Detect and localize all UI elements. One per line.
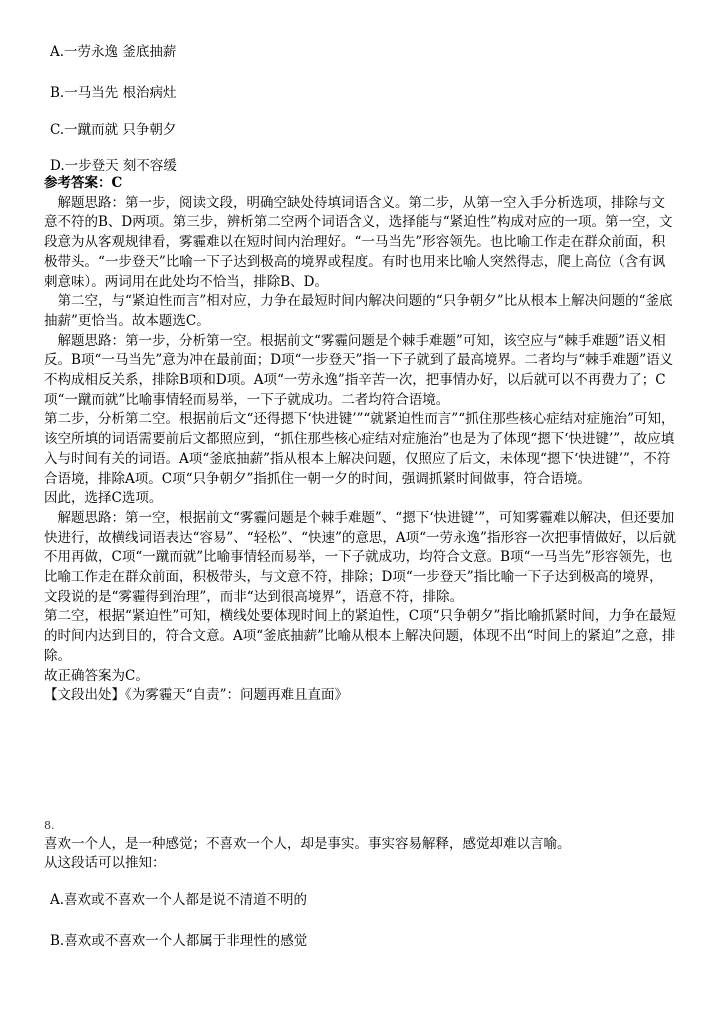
explanation-paragraph: 第二空，根据“紧迫性”可知，横线处要体现时间上的紧迫性，C项“只争朝夕”指比喻抓紧时间，力争在最短的时间内达到目的，符合文意。A项“釜底抽薪”比喻从根本上解决问题，体现不出“时间上的紧迫”之意，排除。 (44, 608, 676, 664)
explanation-block (44, 174, 676, 706)
q8-option-b: B.喜欢或不喜欢一个人都属于非理性的感觉 (50, 933, 308, 949)
explanation-paragraph: 解题思路：第一步，分析第一空。根据前文“雾霾问题是个棘手难题”可知，该空应与“棘手难题”语义相反。B项“一马当先”意为冲在最前面；D项“一步登天”指一下子就到了最高境界。二者均与“棘手难题”语义不构成相反关系，排除B项和D项。A项“一劳永逸”指辛苦一次，把事情办好，以后就可以不再费力了；C项“一蹴而就”比喻事情轻而易举，一下子就成功。二者均符合语境。 (44, 332, 674, 408)
question-8 (44, 816, 676, 873)
answer-line (44, 174, 676, 194)
option-b: B.一马当先 根治病灶 (50, 85, 177, 101)
explanation-paragraph: 第二步，分析第二空。根据前后文“还得摁下‘快进键’”“就紧迫性而言”“抓住那些核心症结对症施治”可知，该空所填的词语需要前后文都照应到，“抓住那些核心症结对症施治”也是为了体现“摁下‘快进键’”，故应填入与时间有关的词语。A项“釜底抽薪”指从根本上解决问题，仅照应了后文，未体现“摁下‘快进键’”，不符合语境，排除A项。C项“只争朝夕”指抓住一朝一夕的时间，强调抓紧时间做事，符合语境。 (44, 411, 675, 487)
answer-value: C (111, 175, 123, 191)
explanation-paragraph: 第二空，与“紧迫性而言”相对应，力争在最短时间内解决问题的“只争朝夕”比从根本上解决问题的“釜底抽薪”更恰当。故本题选C。 (44, 293, 673, 329)
explanation-paragraph: 解题思路：第一空，根据前文“雾霾问题是个棘手难题”、“摁下‘快进键’”，可知雾霾难以解决，但还要加快进行，故横线词语表达“容易”、“轻松”、“快速”的意思，A项“一劳永逸”指形容一次把事情做好，以后就不用再做，C项“一蹴而就”比喻事情轻而易举，一下子就成功，均符合文意。B项“一马当先”形容领先，也比喻工作走在群众前面，积极带头，与文意不符，排除；D项“一步登天”指比喻一下子达到极高的境界，文段说的是“雾霾得到治理”，而非“达到很高境界”，语意不符，排除。 (44, 509, 676, 605)
option-d: D.一步登天 刻不容缓 (50, 158, 177, 174)
answer-label: 参考答案： (44, 175, 112, 191)
question-stem: 喜欢一个人，是一种感觉；不喜欢一个人，却是事实。事实容易解释，感觉却难以言喻。 (44, 836, 571, 852)
explanation-paragraph: 因此，选择C选项。 (44, 490, 163, 507)
option-a: A.一劳永逸 釜底抽薪 (50, 44, 177, 60)
source-line: 【文段出处】《为雾霾天“自责”：问题再难且直面》 (44, 687, 349, 704)
question-prompt: 从这段话可以推知： (44, 855, 166, 871)
explanation-paragraph: 解题思路：第一步，阅读文段，明确空缺处待填词语含义。第二步，从第一空入手分析选项，排除与文意不符的B、D两项。第三步，辨析第二空两个词语含义，选择能与“紧迫性”构成对应的一项。第一空，文段意为从客观规律看，雾霾难以在短时间内治理好。“一马当先”形容领先。也比喻工作走在群众前面，积极带头。“一步登天”比喻一下子达到极高的境界或程度。有时也用来比喻人突然得志，爬上高位（含有讽刺意味）。两词用在此处均不恰当，排除B、D。 (44, 194, 673, 290)
question-number: 8. (44, 819, 55, 832)
option-c: C.一蹴而就 只争朝夕 (50, 122, 177, 138)
explanation-paragraph: 故正确答案为C。 (44, 667, 149, 684)
q8-option-a: A.喜欢或不喜欢一个人都是说不清道不明的 (50, 892, 308, 908)
